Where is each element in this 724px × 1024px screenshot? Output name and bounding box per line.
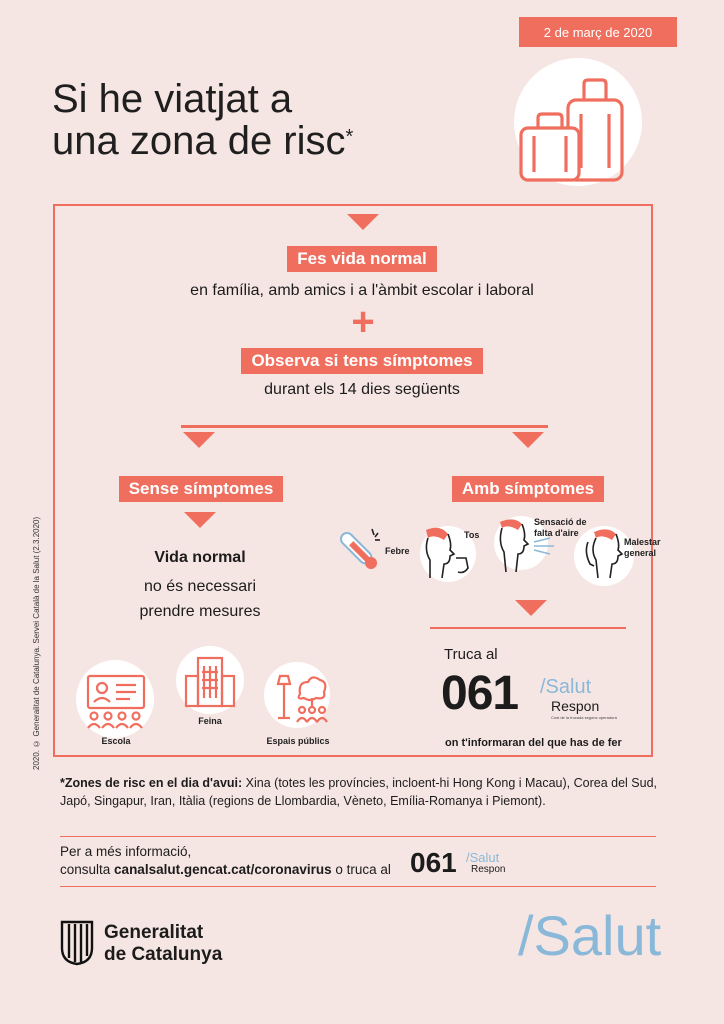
logo-line-1: Generalitat	[104, 922, 204, 943]
symptom-breath	[534, 517, 587, 539]
label-public-spaces: Espais públics	[266, 736, 330, 746]
building-icon	[184, 654, 236, 710]
symptom-malaise-line-2: general	[624, 548, 657, 558]
school-icon	[82, 672, 150, 732]
footer-divider-top	[60, 836, 656, 837]
arrow-down-1	[347, 214, 379, 230]
generalitat-shield-icon	[60, 920, 94, 966]
logo-line-2: de Catalunya	[104, 944, 223, 965]
normal-life-heading: Vida normal	[154, 549, 246, 566]
normal-life-text: en família, amb amics i a l'àmbit escolar i laboral	[190, 282, 534, 299]
symptom-fever: Febre	[385, 546, 410, 556]
no-measures-line-1: no és necessari	[143, 578, 257, 595]
plus-icon: +	[351, 300, 375, 344]
date-badge: 2 de març de 2020	[519, 17, 677, 47]
call-cost-note: Cost de la trucada segons operadora	[551, 715, 617, 720]
emergency-number: 061	[441, 667, 519, 720]
risk-zones-footnote	[60, 774, 660, 810]
title-line-1: Si he viatjat a	[52, 77, 293, 121]
pill-with-symptoms: Amb símptomes	[452, 476, 604, 502]
risk-zones-list: Xina (totes les províncies, incloent-hi Hong Kong i Macau), Corea del Sud, Japó, Singapur, Iran, Itàlia (regions de Llombardia, Vèneto, Emília-Romanya i Piemont).	[60, 776, 658, 808]
symptom-malaise-line-1: Malestar	[624, 537, 661, 547]
label-school: Escola	[101, 736, 131, 746]
info-text: on t'informaran del que has de fer	[445, 737, 622, 749]
call-label: Truca al	[444, 646, 498, 663]
risk-zones-title: *Zones de risc en el dia d'avui:	[60, 776, 243, 790]
footer-respon-label: Respon	[471, 864, 506, 875]
luggage-icon	[516, 72, 628, 184]
pill-normal-life: Fes vida normal	[287, 246, 436, 272]
footer-number: 061	[410, 847, 457, 878]
salut-logo: /Salut	[518, 904, 662, 967]
title-line-2: una zona de risc	[52, 119, 346, 163]
no-measures-line-2: prendre mesures	[139, 603, 261, 620]
pill-observe: Observa si tens símptomes	[241, 348, 482, 374]
canal-salut-link[interactable]: canalsalut.gencat.cat/coronavirus	[114, 862, 332, 877]
observe-text: durant els 14 dies següents	[264, 381, 460, 398]
pill-no-symptoms: Sense símptomes	[119, 476, 284, 502]
consult-text: consulta	[60, 862, 115, 877]
copyright-side-note: 2020. © Generalitat de Catalunya. Servei Català de la Salut (2.3.2020)	[32, 516, 41, 770]
call-divider	[430, 627, 626, 629]
arrow-down-right	[512, 432, 544, 448]
symptom-cough: Tos	[464, 530, 480, 540]
page-title	[52, 78, 512, 162]
label-work: Feina	[198, 716, 222, 726]
salut-brand: /Salut	[540, 676, 592, 698]
footer-salut-brand: /Salut	[466, 850, 500, 865]
arrow-down-call	[515, 600, 547, 616]
generalitat-logo-text	[104, 922, 222, 966]
or-call-text: o truca al	[331, 862, 391, 877]
arrow-down-no-symptoms	[184, 512, 216, 528]
arrow-down-left	[183, 432, 215, 448]
park-icon	[266, 668, 332, 726]
title-asterisk: *	[345, 126, 354, 148]
respon-label: Respon	[551, 698, 600, 714]
symptom-breath-line-2: falta d'aire	[534, 528, 579, 538]
footer-divider-bottom	[60, 886, 656, 887]
more-info-line-1: Per a més informació,	[60, 844, 192, 859]
symptom-malaise	[624, 537, 661, 559]
more-info-line-2	[60, 862, 391, 877]
branch-line	[181, 425, 548, 428]
thermometer-icon	[334, 526, 384, 576]
symptom-breath-line-1: Sensació de	[534, 517, 587, 527]
